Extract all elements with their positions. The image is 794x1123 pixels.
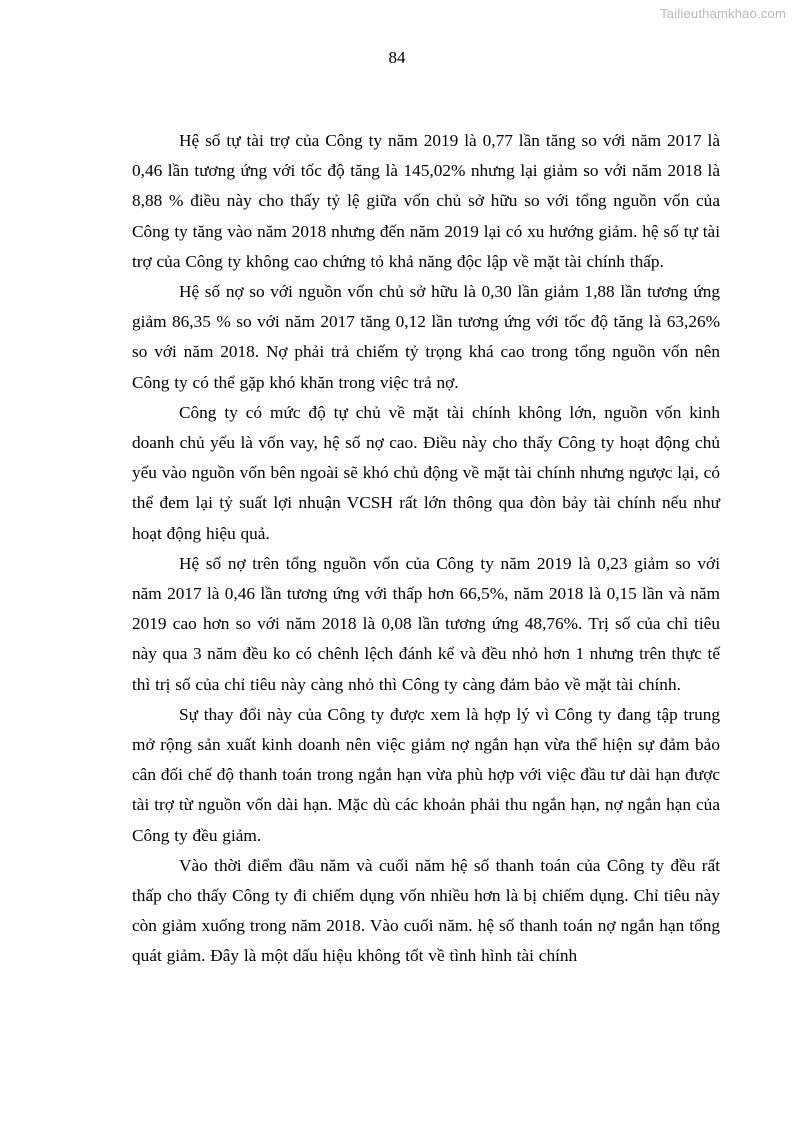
document-body (132, 126, 720, 972)
paragraph-debt-to-total-capital: Hệ số nợ trên tổng nguồn vốn của Công ty năm 2019 là 0,23 giảm so với năm 2017 là 0,46 lần tương ứng với thấp hơn 66,5%, năm 2018 là 0,15 lần và năm 2019 cao hơn so với năm 2018 là 0,08 lần tương ứng 48,76%. Trị số của chỉ tiêu này qua 3 năm đều ko có chênh lệch đánh kể và đều nhỏ hơn 1 nhưng trên thực tế thì trị số của chỉ tiêu này càng nhỏ thì Công ty càng đảm bảo về mặt tài chính. (132, 553, 720, 694)
paragraph-short-term-debt-change: Sự thay đổi này của Công ty được xem là hợp lý vì Công ty đang tập trung mở rộng sản xuất kinh doanh nên việc giảm nợ ngắn hạn vừa thể hiện sự đảm bảo cân đối chế độ thanh toán trong ngắn hạn vừa phù hợp với việc đầu tư dài hạn được tài trợ từ nguồn vốn dài hạn. Mặc dù các khoản phải thu ngắn hạn, nợ ngắn hạn của Công ty đều giảm. (132, 704, 720, 845)
watermark: Tailieuthamkhao.com (660, 6, 786, 21)
paragraph-debt-to-equity-ratio: Hệ số nợ so với nguồn vốn chủ sở hữu là 0,30 lần giảm 1,88 lần tương ứng giảm 86,35 % so với năm 2017 tăng 0,12 lần tương ứng với tốc độ tăng là 63,26% so với năm 2018. Nợ phải trả chiếm tỷ trọng khá cao trong tổng nguồn vốn nên Công ty có thể gặp khó khăn trong việc trả nợ. (132, 282, 720, 392)
paragraph-financial-autonomy: Công ty có mức độ tự chủ về mặt tài chính không lớn, nguồn vốn kinh doanh chủ yếu là vốn vay, hệ số nợ cao. Điều này cho thấy Công ty hoạt động chủ yếu vào nguồn vốn bên ngoài sẽ khó chủ động về mặt tài chính nhưng ngược lại, có thể đem lại tỷ suất lợi nhuận VCSH rất lớn thông qua đòn bảy tài chính nếu như hoạt động hiệu quả. (132, 402, 720, 543)
page-number: 84 (388, 48, 406, 67)
paragraph-payment-ratio: Vào thời điểm đầu năm và cuối năm hệ số thanh toán của Công ty đều rất thấp cho thấy Công ty đi chiếm dụng vốn nhiều hơn là bị chiếm dụng. Chỉ tiêu này còn giảm xuống trong năm 2018. Vào cuối năm. hệ số thanh toán nợ ngắn hạn tổng quát giảm. Đây là một dấu hiệu không tốt về tình hình tài chính (132, 855, 720, 966)
paragraph-self-financing-ratio: Hệ số tự tài trợ của Công ty năm 2019 là 0,77 lần tăng so với năm 2017 là 0,46 lần tương ứng với tốc độ tăng là 145,02% nhưng lại giảm so với năm 2018 là 8,88 % điều này cho thấy tỷ lệ giữa vốn chủ sở hữu so với tổng nguồn vốn của Công ty tăng vào năm 2018 nhưng đến năm 2019 lại có xu hướng giảm. hệ số tự tài trợ của Công ty không cao chứng tỏ khả năng độc lập về mặt tài chính thấp. (132, 131, 720, 271)
